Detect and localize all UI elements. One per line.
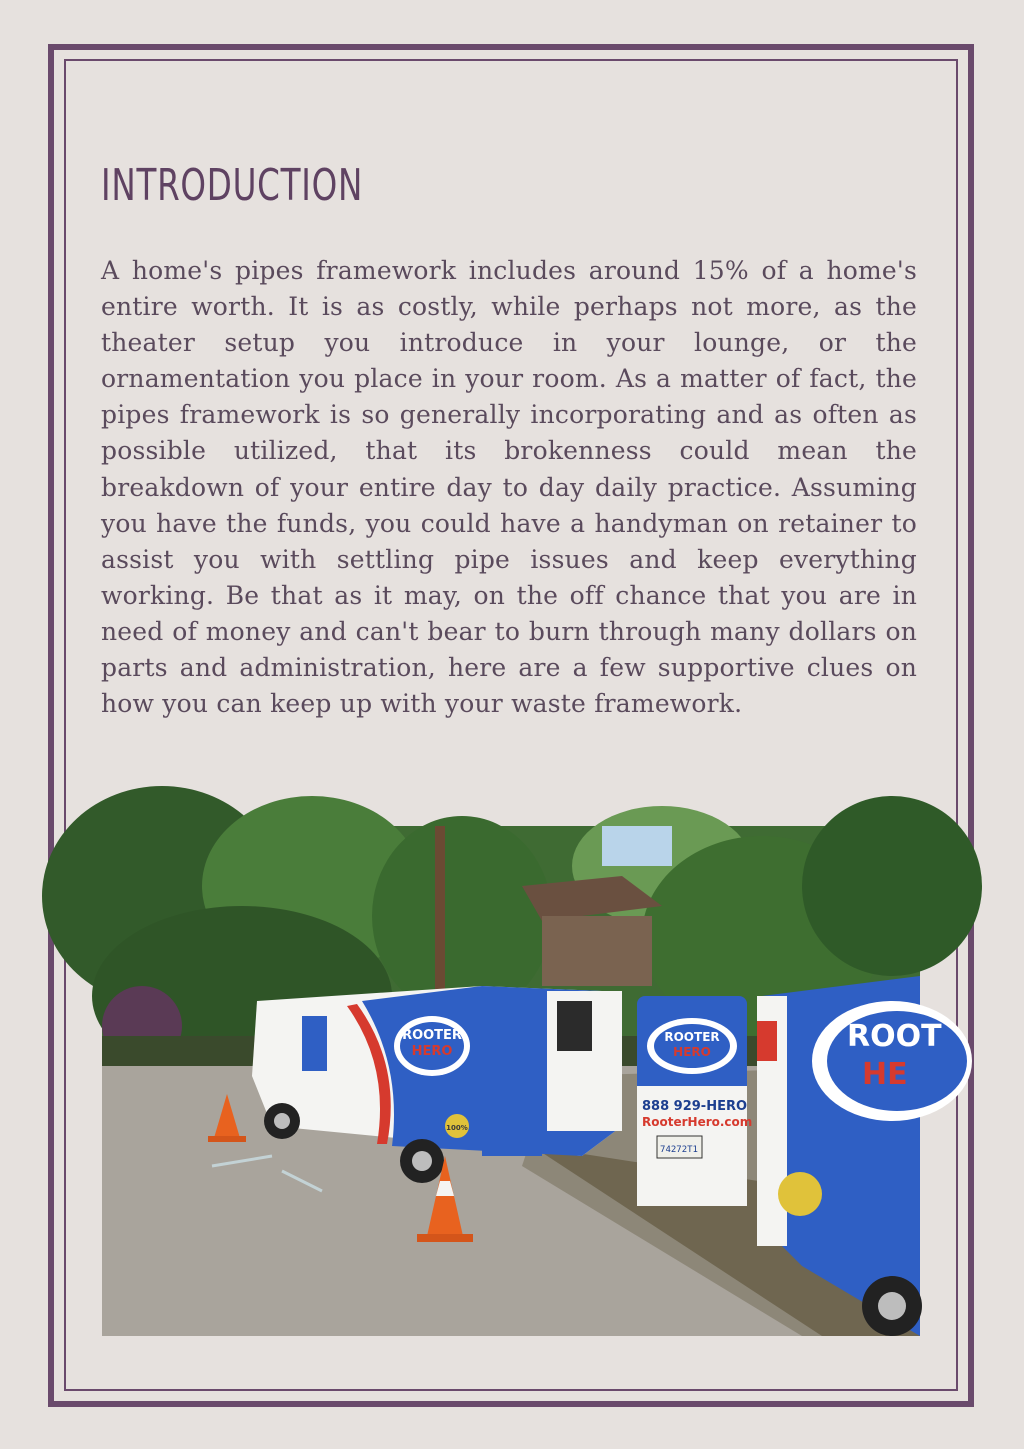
plumbing-vans-photo — [102, 826, 942, 1336]
page-title: INTRODUCTION — [101, 160, 364, 211]
utility-pole — [435, 826, 445, 991]
van-badge: 100% — [446, 1124, 468, 1132]
right-van-brand-line2: HE — [862, 1057, 908, 1092]
van-brand-line2: HERO — [411, 1044, 453, 1059]
van-brand-line1: ROOTER — [402, 1028, 462, 1043]
svg-text:HERO: HERO — [673, 1045, 711, 1059]
van-phone: 888 929-HERO — [642, 1099, 748, 1114]
svg-text:ROOTER: ROOTER — [664, 1030, 720, 1044]
right-van-brand-line1: ROOT — [847, 1019, 942, 1054]
van-website: RooterHero.com — [642, 1115, 753, 1129]
van-plate: 74272T1 — [660, 1145, 698, 1155]
intro-paragraph: A home's pipes framework includes around 15% of a home's entire worth. It is as costly, while perhaps not more, as the theater setup you introduce in your lounge, or the ornamentation you place in your room. As a matter of fact, the pipes framework is so generally incorporating and as often as possible utilized, that its brokenness could mean the breakdown of your entire day to day daily practice. Assuming you have the funds, you could have a handyman on retainer to assist you with settling pipe issues and keep everything working. Be that as it may, on the off chance that you are in need of money and can't bear to burn through many dollars on parts and administration, here are a few supportive clues on how you can keep up with your waste framework. — [101, 256, 917, 719]
middle-van-rear — [637, 996, 752, 1206]
